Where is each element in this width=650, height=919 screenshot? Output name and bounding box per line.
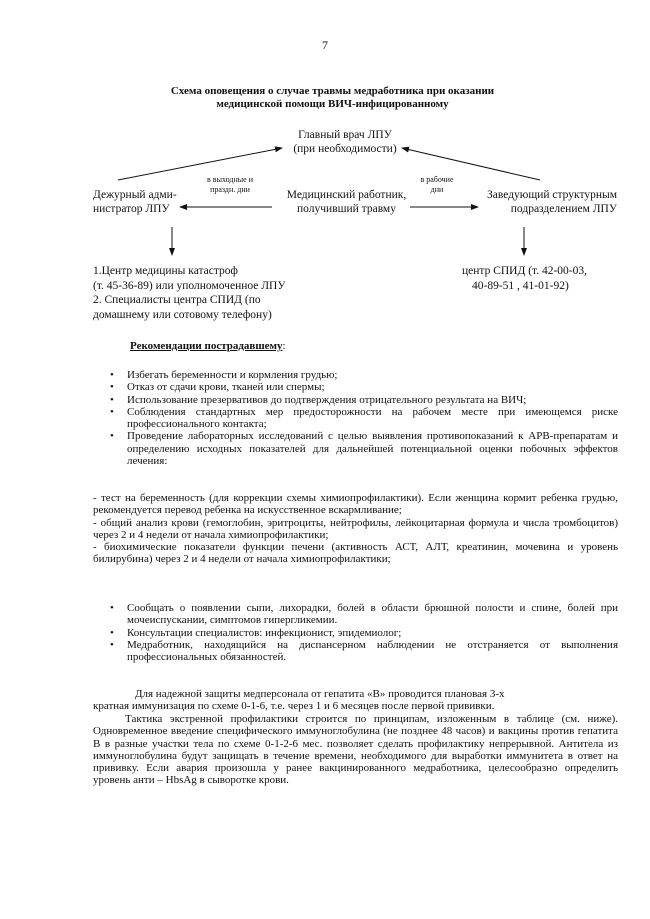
chief-doctor-node: Главный врач ЛПУ (при необходимости) — [293, 129, 397, 155]
dash-item: - биохимические показатели функции печени (активность АСТ, АЛТ, креатинин, мочевина и уровень билирубина) через 2 и 4 недели от начала химиопрофилактики; — [93, 541, 618, 566]
dash-item: - общий анализ крови (гемоглобин, эритроциты, нейтрофилы, лейкоцитарная формула и числа тромбоцитов) через 2 и 4 недели от начала химиопрофилактики; — [93, 516, 618, 541]
department-head-node: Заведующий структурным подразделением ЛПУ — [487, 189, 617, 215]
list-item: • Медработник, находящийся на диспансерном наблюдении не отстраняется от выполнения профессиональных обязанностей. — [110, 639, 618, 664]
lab-tests-list — [93, 492, 618, 566]
recommendations-heading: Рекомендации пострадавшему: — [130, 340, 286, 352]
list-item: • Проведение лабораторных исследований с целью выявления противопоказаний к АРВ-препаратам и определению исходных показателей для дальнейшей потенциальной оценки побочных эффектов лечения: — [110, 430, 618, 467]
workday-label: в рабочие дни — [420, 175, 454, 194]
list-item: • Соблюдения стандартных мер предосторожности на рабочем месте при имеющемся риске профессионального контакта; — [110, 406, 618, 431]
hepatitis-paragraph-2: Тактика экстренной профилактики строится по принципам, изложенным в таблице (см. ниже). Одновременное введение специфического иммуноглобулина (не позднее 48 часов) и вакцины против гепатита В в разные участки тела по схеме 0-1-2-6 мес. позволяет сделать профилактику непрерывной. Антитела из иммуноглобулина будут защищать в течение времени, необходимого для выработки иммунитета в ответ на прививку. Если авария произошла у ранее вакцинированного медработника, целесообразно определить уровень анти – HbsAg в сыворотке крови. — [93, 713, 618, 787]
left-contacts: 1.Центр медицины катастроф (т. 45-36-89) или уполномоченное ЛПУ 2. Специалисты центра СПИД (по домашнему или сотовому телефону) — [93, 265, 286, 321]
dash-item: - тест на беременность (для коррекции схемы химиопрофилактики). Если женщина кормит ребенка грудью, рекомендуется перевод ребенка на искусственное вскармливание; — [93, 492, 618, 517]
list-item: • Отказ от сдачи крови, тканей или спермы; — [110, 381, 618, 393]
recommendations-list — [110, 369, 618, 467]
recommendations-list-2 — [110, 602, 618, 663]
list-item: • Использование презервативов до подтверждения отрицательного результата на ВИЧ; — [110, 394, 618, 406]
injured-worker-node: Медицинский работник, получивший травму — [286, 189, 407, 215]
duty-admin-node: Дежурный адми- нистратор ЛПУ — [93, 189, 177, 215]
page-number: 7 — [322, 38, 328, 52]
weekend-label: в выходные и праздн. дни — [207, 175, 253, 194]
title-line-2: медицинской помощи ВИЧ-инфицированному — [216, 98, 449, 110]
list-item: • Сообщать о появлении сыпи, лихорадки, болей в области брюшной полости и спине, болей при мочеиспускании, симптомов гипергликемии. — [110, 602, 618, 627]
list-item: • Избегать беременности и кормления грудью; — [110, 369, 618, 381]
list-item: • Консультации специалистов: инфекционист, эпидемиолог; — [110, 627, 618, 639]
bullet-list-1 — [110, 369, 618, 467]
right-contacts: центр СПИД (т. 42-00-03, 40-89-51 , 41-01-92) — [462, 265, 587, 292]
hepatitis-paragraph-1: Для надежной защиты медперсонала от гепатита «В» проводится плановая 3-х кратная иммунизация по схеме 0-1-6, т.е. через 1 и 6 месяцев после первой прививки. — [93, 688, 505, 713]
bullet-list-2 — [110, 602, 618, 663]
title-line-1: Схема оповещения о случае травмы медработника при оказании — [170, 85, 495, 97]
